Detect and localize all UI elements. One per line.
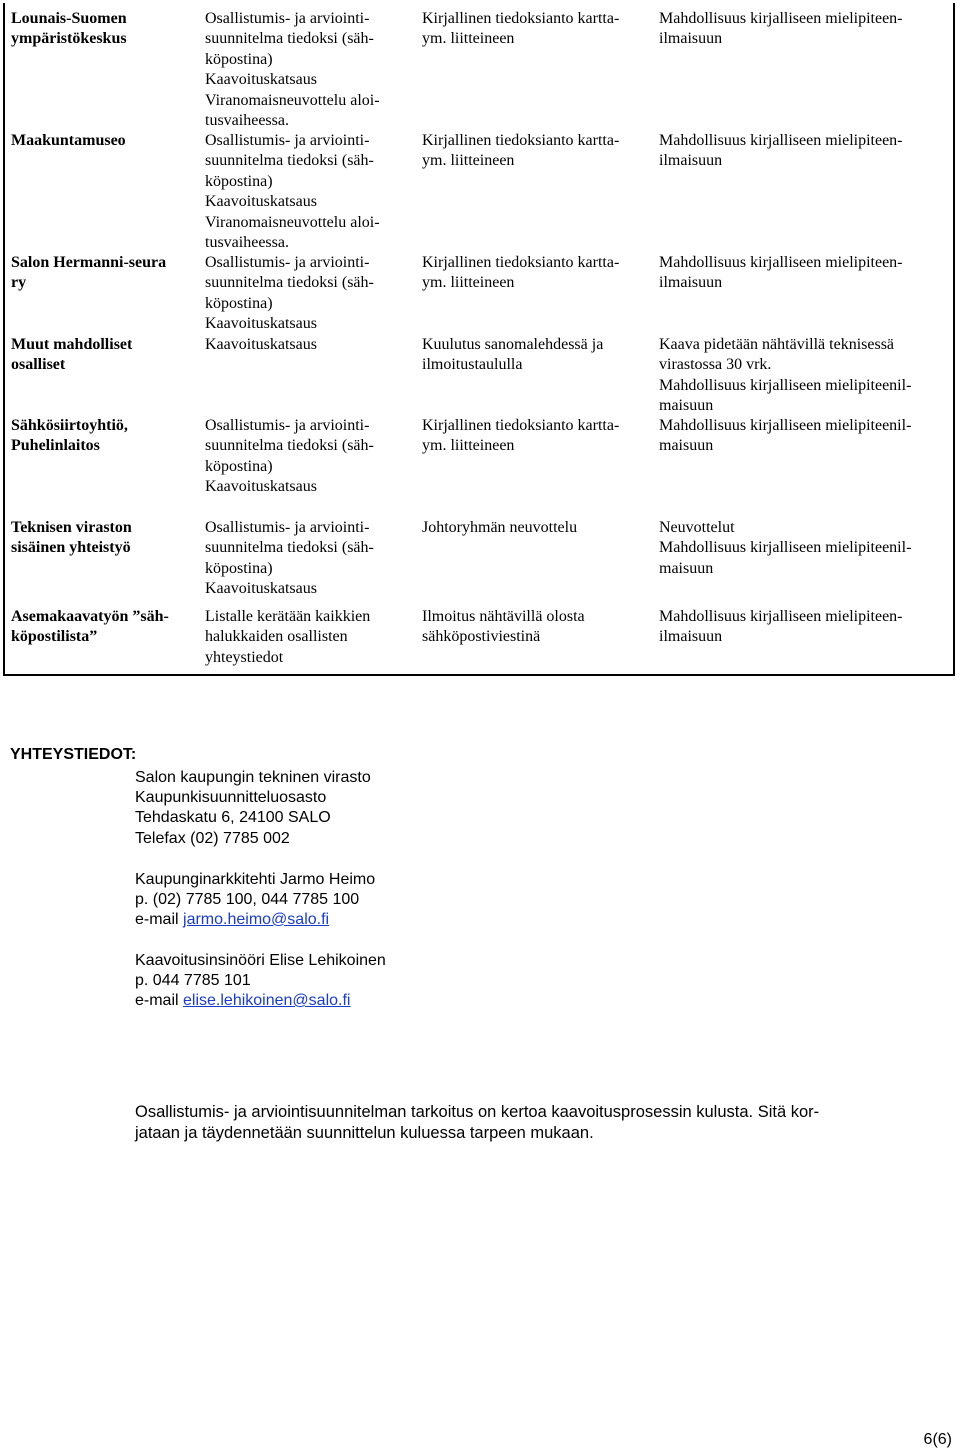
contact-person-email-line (135, 910, 329, 930)
participation-cell: Kaava pidetään nähtävillä teknisessä virastossa 30 vrk. Mahdollisuus kirjalliseen mielipiteenil- maisuun (659, 336, 912, 415)
party-cell: Maakuntamuseo (11, 132, 126, 149)
method-cell: Osallistumis- ja arviointi- suunnitelma tiedoksi (säh- köpostina) Kaavoituskatsaus Viranomaisneuvottelu aloi- tusvaiheessa. (205, 132, 380, 252)
method-cell: Osallistumis- ja arviointi- suunnitelma tiedoksi (säh- köpostina) Kaavoituskatsaus (205, 519, 374, 598)
contact-person-phone: p. 044 7785 101 (135, 972, 251, 989)
participation-cell: Mahdollisuus kirjalliseen mielipiteenil- maisuun (659, 417, 912, 455)
party-cell: Sähkösiirtoyhtiö, Puhelinlaitos (11, 417, 128, 455)
page-number: 6(6) (923, 1431, 952, 1448)
participation-cell: Mahdollisuus kirjalliseen mielipiteen- ilmaisuun (659, 132, 903, 170)
purpose-paragraph: Osallistumis- ja arviointisuunnitelman tarkoitus on kertoa kaavoitusprosessin kulusta. Sitä kor- jataan ja täydennetään suunnittelun kuluessa tarpeen mukaan. (135, 1103, 820, 1142)
party-cell: Teknisen viraston sisäinen yhteistyö (11, 519, 132, 557)
party-cell: Salon Hermanni-seura ry (11, 254, 167, 292)
contact-person-phone: p. (02) 7785 100, 044 7785 100 (135, 891, 360, 908)
email-link[interactable]: jarmo.heimo@salo.fi (183, 911, 330, 928)
participation-cell: Mahdollisuus kirjalliseen mielipiteen- ilmaisuun (659, 608, 903, 646)
party-cell: Asemakaavatyön ”säh- köpostilista” (11, 608, 169, 646)
method-cell: Kaavoituskatsaus (205, 336, 317, 353)
contacts-heading: YHTEYSTIEDOT: (10, 746, 137, 763)
contact-person-name: Kaavoitusinsinööri Elise Lehikoinen (135, 952, 386, 969)
email-link[interactable]: elise.lehikoinen@salo.fi (183, 992, 351, 1009)
contact-address: Tehdaskatu 6, 24100 SALO (135, 809, 331, 826)
notice-cell: Kirjallinen tiedoksianto kartta- ym. liitteineen (422, 254, 620, 292)
participation-cell: Mahdollisuus kirjalliseen mielipiteen- ilmaisuun (659, 254, 903, 292)
participation-table (3, 3, 955, 676)
method-cell: Osallistumis- ja arviointi- suunnitelma tiedoksi (säh- köpostina) Kaavoituskatsaus Viranomaisneuvottelu aloi- tusvaiheessa. (205, 10, 380, 130)
contact-person-name: Kaupunginarkkitehti Jarmo Heimo (135, 871, 376, 888)
method-cell: Osallistumis- ja arviointi- suunnitelma tiedoksi (säh- köpostina) Kaavoituskatsaus (205, 417, 374, 496)
participation-cell: Neuvottelut Mahdollisuus kirjalliseen mielipiteenil- maisuun (659, 519, 912, 577)
notice-cell: Kirjallinen tiedoksianto kartta- ym. liitteineen (422, 417, 620, 455)
email-prefix: e-mail (135, 911, 184, 928)
contact-telefax: Telefax (02) 7785 002 (135, 830, 290, 847)
notice-cell: Kirjallinen tiedoksianto kartta- ym. liitteineen (422, 10, 620, 48)
method-cell: Osallistumis- ja arviointi- suunnitelma tiedoksi (säh- köpostina) Kaavoituskatsaus (205, 254, 374, 333)
contact-person-email-line (135, 991, 350, 1011)
participation-cell: Mahdollisuus kirjalliseen mielipiteen- ilmaisuun (659, 10, 903, 48)
method-cell: Listalle kerätään kaikkien halukkaiden osallisten yhteystiedot (205, 608, 371, 666)
notice-cell: Johtoryhmän neuvottelu (422, 519, 578, 536)
contact-unit: Kaupunkisuunnitteluosasto (135, 789, 327, 806)
notice-cell: Kuulutus sanomalehdessä ja ilmoitustaululla (422, 336, 604, 374)
notice-cell: Ilmoitus nähtävillä olosta sähköpostiviestinä (422, 608, 585, 646)
email-prefix: e-mail (135, 992, 184, 1009)
party-cell: Muut mahdolliset osalliset (11, 336, 133, 374)
party-cell: Lounais-Suomen ympäristökeskus (11, 10, 127, 48)
notice-cell: Kirjallinen tiedoksianto kartta- ym. liitteineen (422, 132, 620, 170)
contact-office: Salon kaupungin tekninen virasto (135, 769, 371, 786)
